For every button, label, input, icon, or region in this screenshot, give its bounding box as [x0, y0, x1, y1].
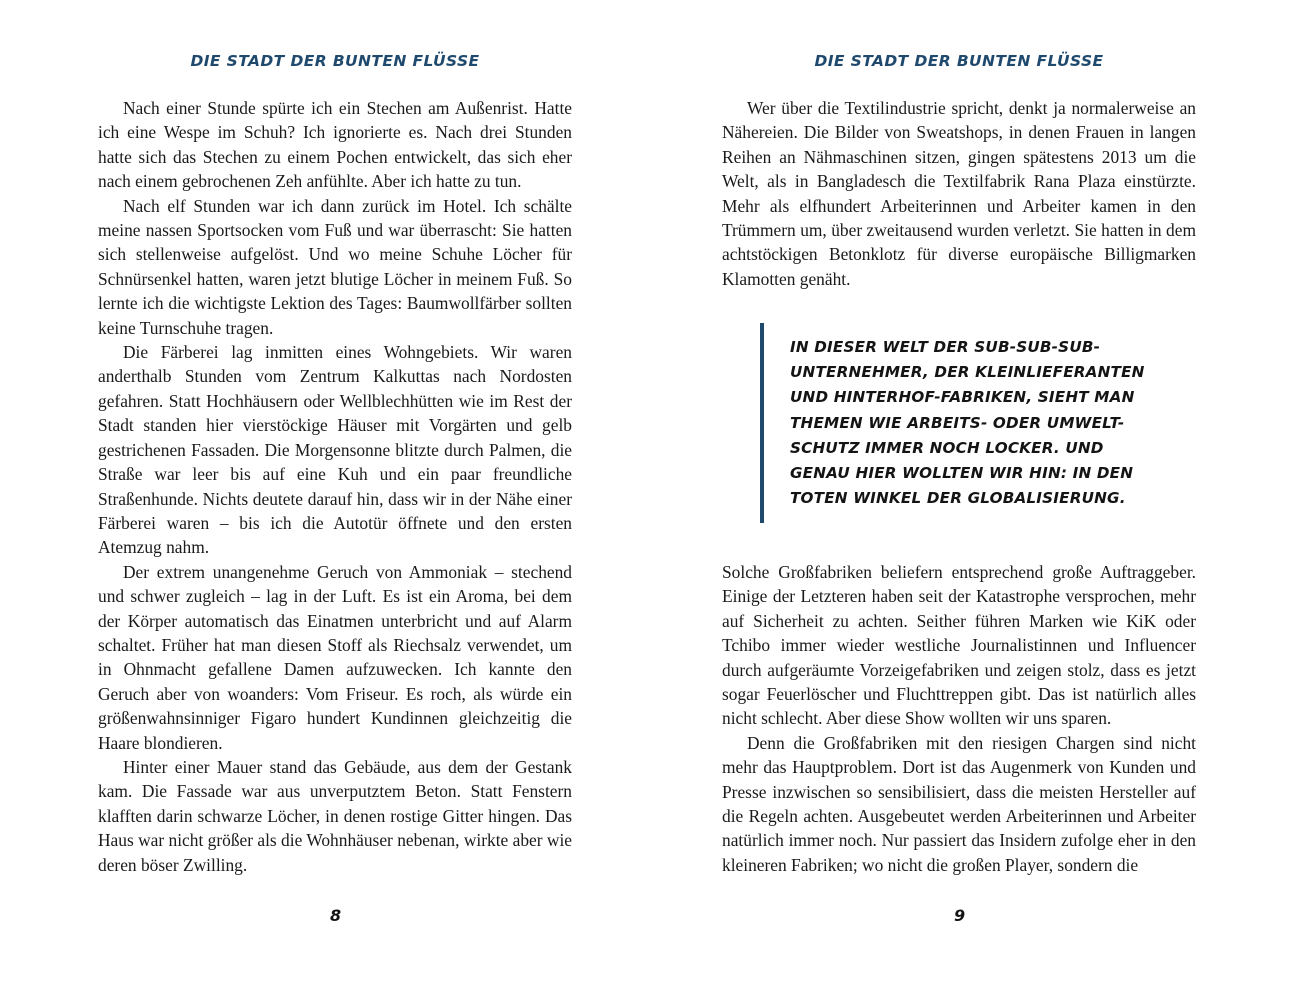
paragraph: Denn die Großfabriken mit den riesigen Chargen sind nicht mehr das Hauptproblem. Dort ist das Augenmerk von Kunden und Presse inzwischen so sensibilisiert, dass die meisten Hersteller auf die Regeln achten. Ausgebeutet werden Arbeiterinnen und Arbeiter natürlich immer noch. Nur passiert das Insidern zufolge eher in den kleineren Fabriken; wo nicht die großen Player, sondern die: [722, 732, 1196, 875]
pull-quote-text: [790, 335, 1170, 511]
quote-bar: [760, 323, 764, 523]
pull-quote-line: THEMEN WIE ARBEITS- ODER UMWELT-: [790, 413, 1125, 432]
paragraph: Nach elf Stunden war ich dann zurück im Hotel. Ich schälte meine nassen Sportsocken vom Fuß und war überrascht: Sie hatten sich stellenweise aufgelöst. Und wo meine Schuhe Löcher für Schnürsenkel hatten, waren jetzt blutige Löcher in meinem Fuß. So lernte ich die wichtigste Lektion des Tages: Baumwollfärber sollten keine Turnschuhe tragen.: [98, 195, 572, 338]
paragraph: Die Färberei lag inmitten eines Wohngebiets. Wir waren anderthalb Stunden vom Zentrum Kalkuttas nach Nordosten gefahren. Statt Hochhäusern oder Wellblechhütten wie im Rest der Stadt standen hier vierstöckige Häuser mit Vorgärten und gelb gestrichenen Fassaden. Die Morgensonne blitzte durch Palmen, die Straße war leer bis auf eine Kuh und ein paar freundliche Straßenhunde. Nichts deutete darauf hin, dass wir in der Nähe einer Färberei waren – bis ich die Autotür öffnete und den ersten Atemzug nahm.: [98, 342, 572, 558]
pull-quote-line: UND HINTERHOF-FABRIKEN, SIEHT MAN: [790, 388, 1135, 407]
pull-quote-line: TOTEN WINKEL DER GLOBALISIERUNG.: [790, 489, 1126, 508]
pull-quote: [760, 323, 1160, 523]
right-page: [722, 0, 1196, 1000]
running-head: DIE STADT DER BUNTEN FLÜSSE: [814, 52, 1104, 70]
body-text: [722, 560, 1196, 877]
page-number: 9: [954, 906, 966, 925]
paragraph: Nach einer Stunde spürte ich ein Stechen am Außenrist. Hatte ich eine Wespe im Schuh? Ich ignorierte es. Nach drei Stunden hatte sich das Stechen zu einem Pochen entwickelt, das sich eher nach einem gebrochenen Zeh anfühlte. Aber ich hatte zu tun.: [98, 98, 572, 192]
pull-quote-line: SCHUTZ IMMER NOCH LOCKER. UND: [790, 438, 1104, 457]
running-head: DIE STADT DER BUNTEN FLÜSSE: [190, 52, 480, 70]
pull-quote-line: GENAU HIER WOLLTEN WIR HIN: IN DEN: [790, 464, 1134, 483]
paragraph: Der extrem unangenehme Geruch von Ammoniak – stechend und schwer zugleich – lag in der Luft. Es ist ein Aroma, bei dem der Körper automatisch das Einatmen unterbricht und auf Alarm schaltet. Früher hat man diesen Stoff als Riechsalz verwendet, um in Ohnmacht gefallene Damen aufzuwecken. Ich kannte den Geruch aber von woanders: Vom Friseur. Es roch, als würde ein größenwahnsinniger Figaro hundert Kundinnen gleichzeitig die Haare blondieren.: [98, 561, 572, 753]
paragraph: Solche Großfabriken beliefern entsprechend große Auftraggeber. Einige der Letzteren haben seit der Katastrophe versprochen, mehr auf Sicherheit zu achten. Seither führen Marken wie KiK oder Tchibo immer wieder westliche Journalistinnen und Influencer durch aufgeräumte Vorzeigefabriken und zeigen stolz, dass es jetzt sogar Feuerlöscher und Fluchttreppen gibt. Das ist natürlich alles nicht schlecht. Aber diese Show wollten wir uns sparen.: [722, 562, 1196, 729]
left-page: [98, 0, 572, 1000]
body-text: [722, 96, 1196, 291]
paragraph: Hinter einer Mauer stand das Gebäude, aus dem der Gestank kam. Die Fassade war aus unverputztem Beton. Statt Fenstern klafften darin schwarze Löcher, in denen rostige Gitter hingen. Das Haus war nicht größer als die Wohnhäuser nebenan, wirkte aber wie deren böser Zwilling.: [98, 756, 572, 875]
page-number: 8: [330, 906, 342, 925]
pull-quote-line: UNTERNEHMER, DER KLEINLIEFERANTEN: [790, 363, 1145, 382]
body-text: [98, 96, 572, 877]
paragraph: Wer über die Textilindustrie spricht, denkt ja normalerweise an Nähereien. Die Bilder von Sweatshops, in denen Frauen in langen Reihen an Nähmaschinen sitzen, gingen spätestens 2013 um die Welt, als in Bangladesch die Textilfabrik Rana Plaza einstürzte. Mehr als elfhundert Arbeiterinnen und Arbeiter kamen in den Trümmern um, über zweitausend wurden verletzt. Sie hatten in dem achtstöckigen Betonklotz für diverse europäische Billigmarken Klamotten genäht.: [722, 98, 1196, 289]
pull-quote-line: IN DIESER WELT DER SUB-SUB-SUB-: [790, 338, 1101, 356]
